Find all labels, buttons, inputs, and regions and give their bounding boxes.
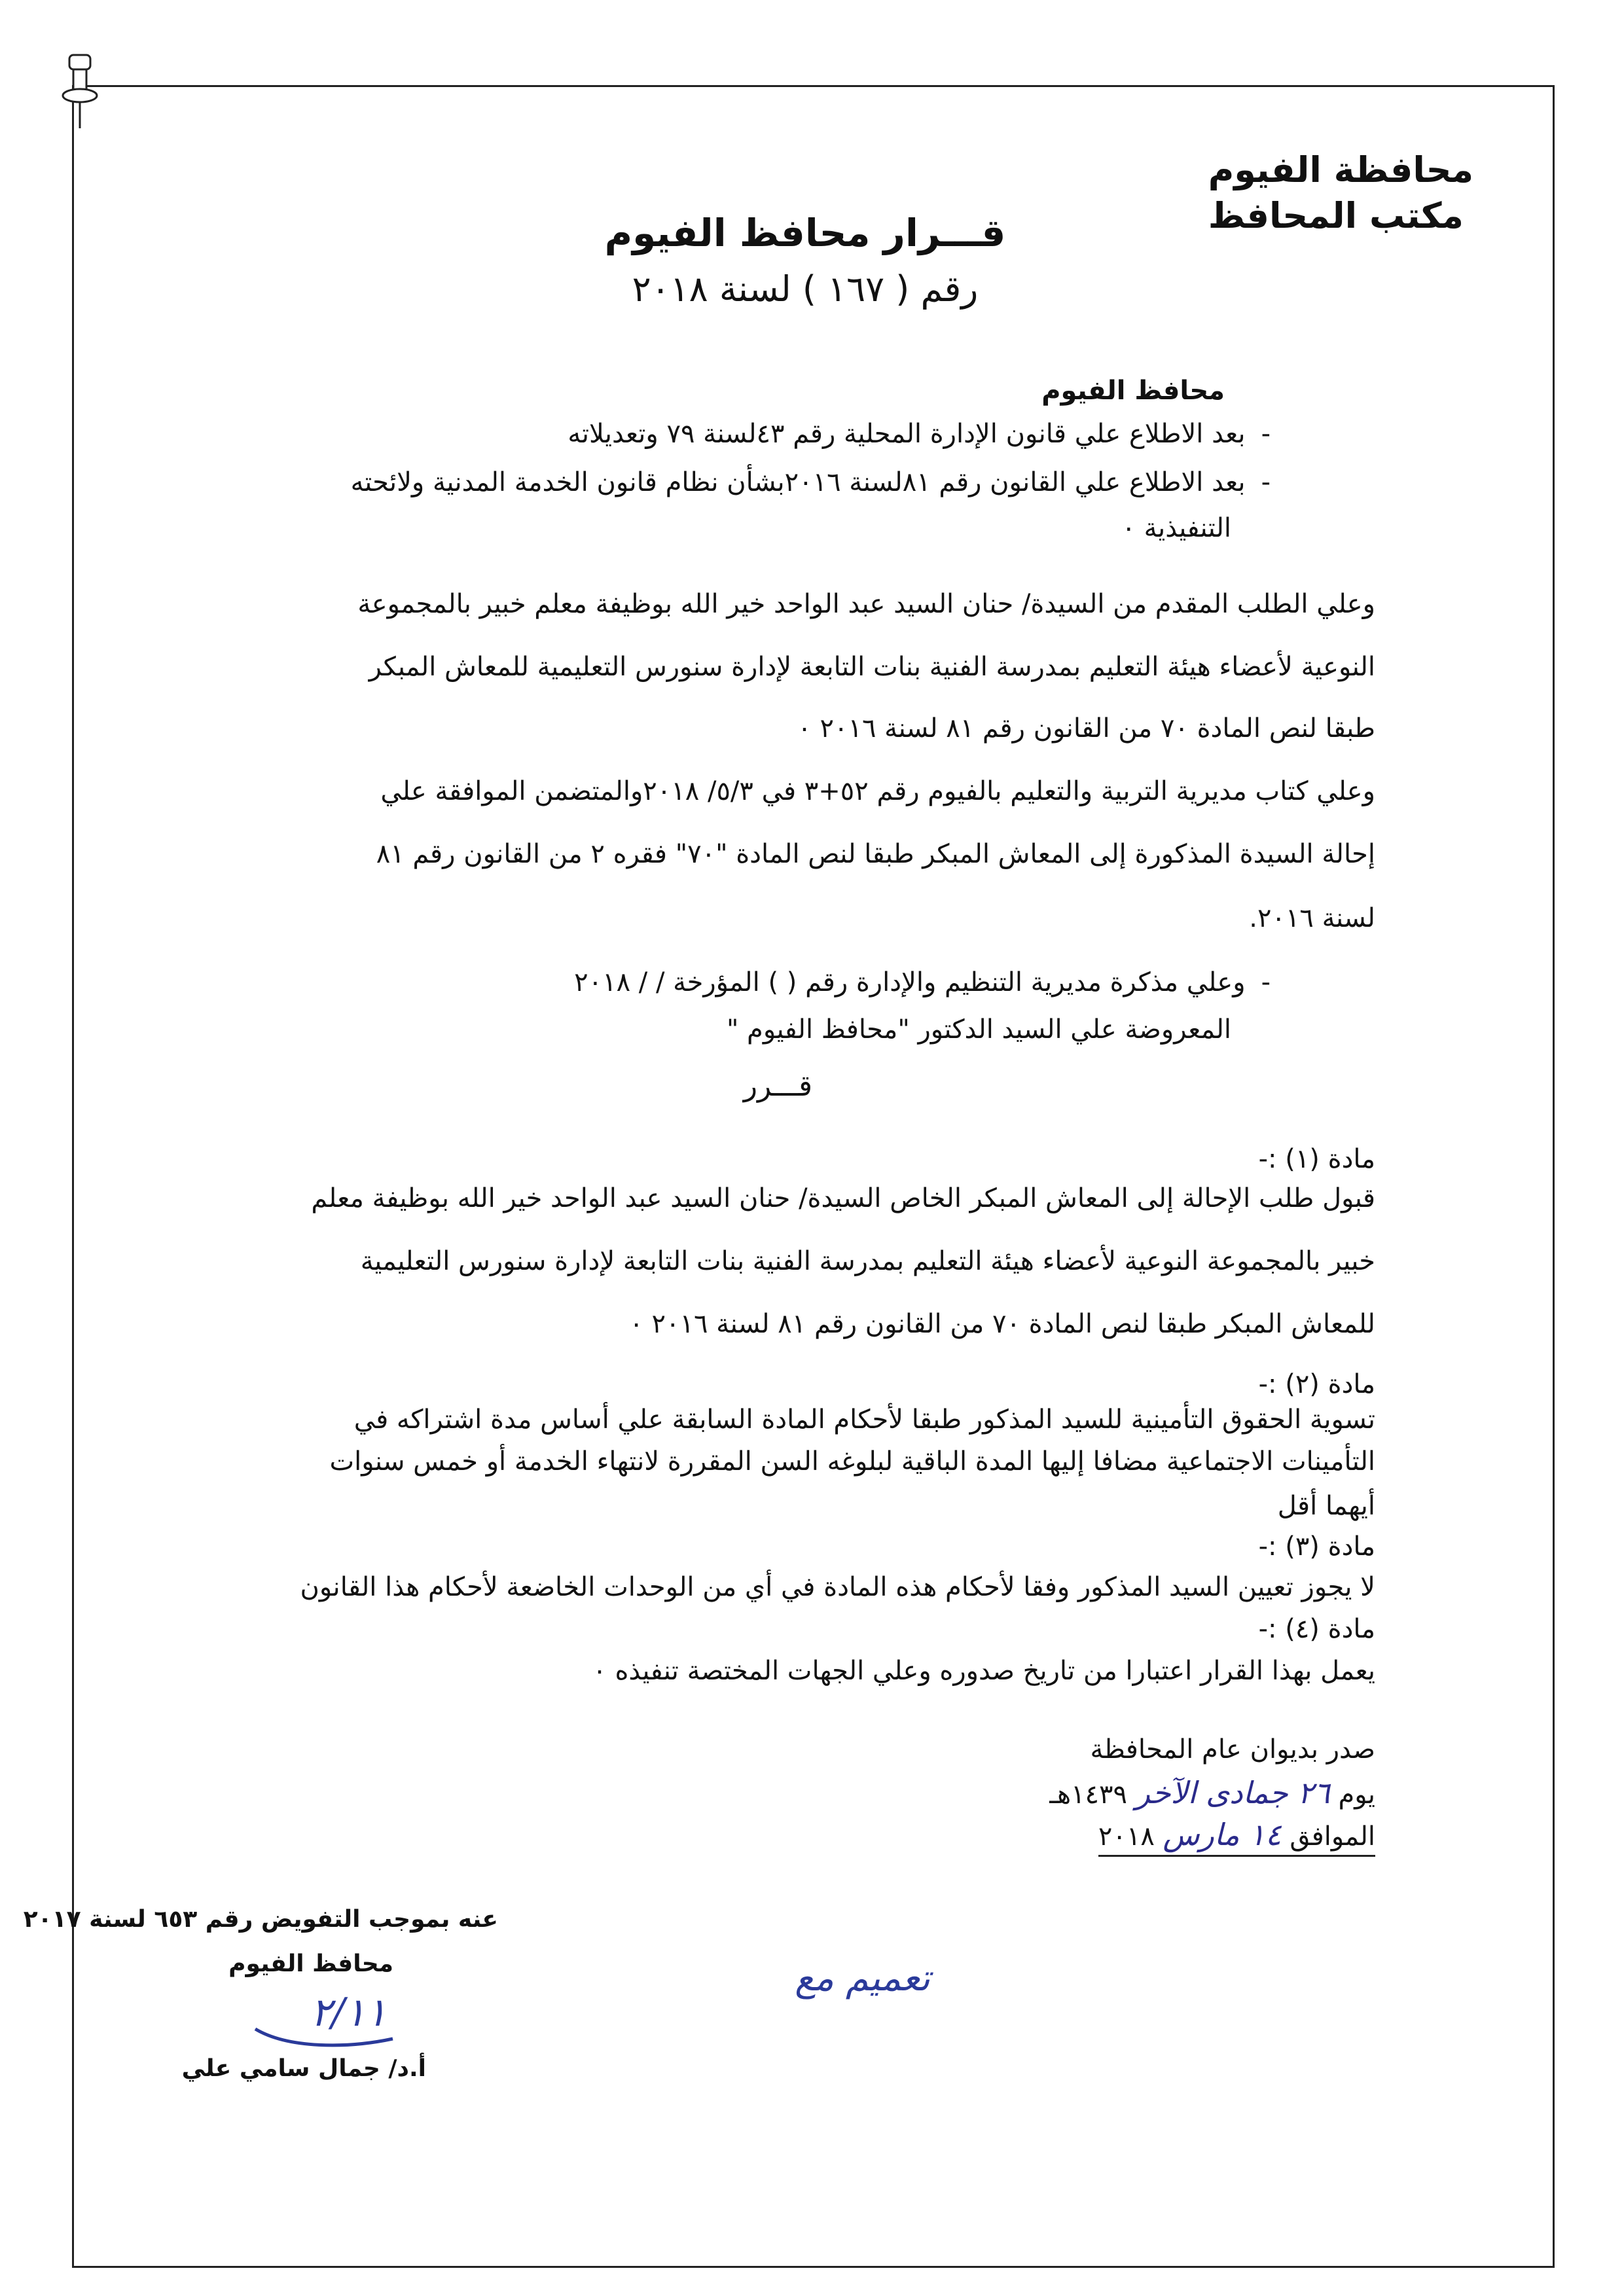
consideration-2-line-1: وعلي كتاب مديرية التربية والتعليم بالفيوم رقم ٥٢+٣ في ٥/٣/ ٢٠١٨والمتضمن الموافقة علي bbox=[380, 776, 1375, 806]
consideration-2-line-2: إحالة السيدة المذكورة إلى المعاش المبكر طبقا لنص المادة "٧٠" فقره ٢ من القانون رقم ٨١ bbox=[376, 839, 1375, 869]
article-1-label: مادة (١) :- bbox=[1258, 1144, 1375, 1174]
signature-stroke bbox=[249, 2003, 399, 2055]
article-3-line-1: لا يجوز تعيين السيد المذكور وفقا لأحكام هذه المادة في أي من الوحدات الخاضعة لأحكام هذا القانون bbox=[300, 1572, 1375, 1602]
signatory-title: محافظ الفيوم bbox=[228, 1950, 393, 1977]
delegation-line: عنه بموجب التفويض رقم ٦٥٣ لسنة ٢٠١٧ bbox=[23, 1906, 498, 1933]
signatory-name: أ.د/ جمال سامي علي bbox=[181, 2055, 426, 2082]
article-1-line-2: خبير بالمجموعة النوعية لأعضاء هيئة التعليم بمدرسة الفنية بنات التابعة لإدارة سنورس التعليمية bbox=[360, 1246, 1375, 1276]
issued-at: صدر بديوان عام المحافظة bbox=[1090, 1734, 1375, 1765]
consideration-3-line-1: -وعلي مذكرة مديرية التنظيم والإدارة رقم ( ) المؤرخة / / ٢٠١٨ bbox=[574, 967, 1271, 997]
hijri-day-handwritten: ٢٦ جمادى الآخر bbox=[1135, 1775, 1330, 1810]
decision-number: رقم ( ١٦٧ ) لسنة ٢٠١٨ bbox=[632, 268, 979, 310]
article-1-line-3: للمعاش المبكر طبقا لنص المادة ٧٠ من القانون رقم ٨١ لسنة ٢٠١٦ ٠ bbox=[629, 1309, 1375, 1339]
hijri-date: يوم ٢٦ جمادى الآخر ١٤٣٩هـ bbox=[1049, 1775, 1375, 1810]
preamble-item-2: -بعد الاطلاع علي القانون رقم ٨١لسنة ٢٠١٦بشأن نظام قانون الخدمة المدنية ولائحته bbox=[350, 467, 1271, 497]
gregorian-date: الموافق ١٤ مارس ٢٠١٨ bbox=[1098, 1817, 1375, 1857]
office-header: مكتب المحافظ bbox=[1208, 195, 1464, 236]
consideration-1-line-2: النوعية لأعضاء هيئة التعليم بمدرسة الفنية بنات التابعة لإدارة سنورس التعليمية للمعاش المبكر bbox=[369, 652, 1375, 682]
consideration-3-line-2: المعروضة علي السيد الدكتور "محافظ الفيوم " bbox=[726, 1014, 1231, 1045]
article-2-line-2: التأمينات الاجتماعية مضافا إليها المدة الباقية لبلوغه السن المقررة لانتهاء الخدمة أو خمس سنوات bbox=[329, 1446, 1375, 1477]
article-4-label: مادة (٤) :- bbox=[1258, 1614, 1375, 1644]
governorate-header: محافظة الفيوم bbox=[1208, 149, 1473, 190]
decision-title: قـــرار محافظ الفيوم bbox=[604, 211, 1006, 255]
signature-handwritten: ٢/١١ bbox=[310, 1990, 387, 2036]
preamble-item-2-cont: التنفيذية ٠ bbox=[1121, 513, 1231, 543]
article-3-label: مادة (٣) :- bbox=[1258, 1532, 1375, 1562]
document-frame bbox=[72, 85, 1555, 2268]
pushpin-icon bbox=[60, 52, 99, 131]
article-2-line-3: أيهما أقل bbox=[1277, 1491, 1375, 1521]
preamble-heading: محافظ الفيوم bbox=[1041, 376, 1225, 406]
article-4-line-1: يعمل بهذا القرار اعتبارا من تاريخ صدوره وعلي الجهات المختصة تنفيذه ٠ bbox=[592, 1656, 1375, 1686]
consideration-1-line-3: طبقا لنص المادة ٧٠ من القانون رقم ٨١ لسنة ٢٠١٦ ٠ bbox=[797, 713, 1375, 744]
article-1-line-1: قبول طلب الإحالة إلى المعاش المبكر الخاص السيدة/ حنان السيد عبد الواحد خير الله بوظيفة معلم bbox=[311, 1183, 1375, 1213]
consideration-2-line-3: لسنة ٢٠١٦. bbox=[1249, 903, 1375, 933]
gregorian-day-handwritten: ١٤ مارس bbox=[1163, 1817, 1282, 1852]
consideration-1-line-1: وعلي الطلب المقدم من السيدة/ حنان السيد عبد الواحد خير الله بوظيفة معلم خبير بالمجموعة bbox=[357, 589, 1375, 619]
decided-heading: قـــرر bbox=[743, 1069, 812, 1103]
article-2-label: مادة (٢) :- bbox=[1258, 1369, 1375, 1399]
article-2-line-1: تسوية الحقوق التأمينية للسيد المذكور طبقا لأحكام المادة السابقة علي أساس مدة اشتراكه في bbox=[353, 1405, 1375, 1435]
handwritten-note: تعميم مع bbox=[795, 1957, 930, 2000]
preamble-item-1: -بعد الاطلاع علي قانون الإدارة المحلية رقم ٤٣لسنة ٧٩ وتعديلاته bbox=[568, 419, 1271, 449]
